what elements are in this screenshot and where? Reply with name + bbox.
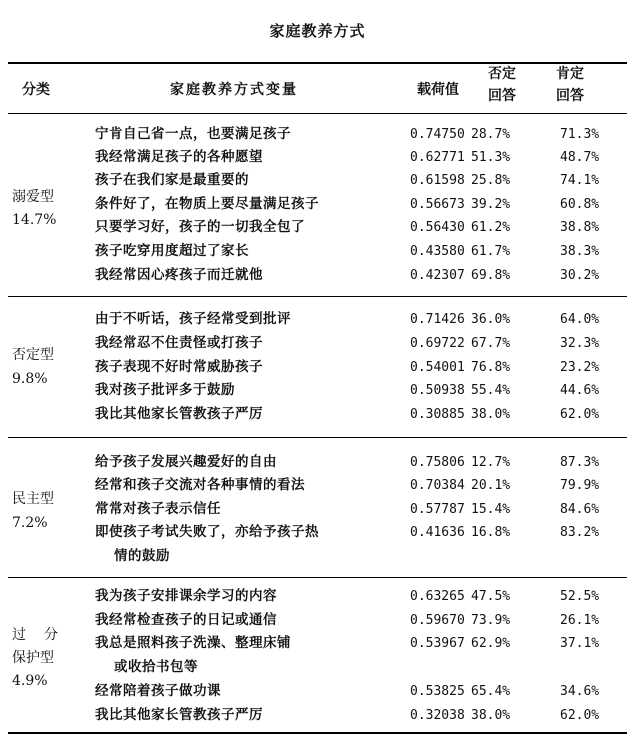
table-row-item-continued: 或收拾书包等 <box>114 659 198 675</box>
table-row-negative: 61.2% <box>471 220 511 235</box>
group-percent: 14.7% <box>12 212 57 228</box>
group-name-line2: 保护型 <box>12 650 54 666</box>
table-row-negative: 25.8% <box>471 173 511 188</box>
table-row-loading: 0.54001 <box>410 360 465 375</box>
table-row-loading: 0.75806 <box>410 455 465 470</box>
table-row-negative: 39.2% <box>471 197 511 212</box>
table-row-negative: 62.9% <box>471 636 511 651</box>
group-percent: 7.2% <box>12 515 48 531</box>
table-row-negative: 36.0% <box>471 312 511 327</box>
table-row-loading: 0.43580 <box>410 244 465 259</box>
top-rule <box>8 62 627 64</box>
table-row-positive: 38.8% <box>560 220 600 235</box>
table-row-loading: 0.70384 <box>410 478 465 493</box>
table-row-positive: 64.0% <box>560 312 600 327</box>
table-row-item: 我比其他家长管教孩子严厉 <box>95 707 263 723</box>
table-row-positive: 74.1% <box>560 173 600 188</box>
table-row-loading: 0.63265 <box>410 589 465 604</box>
table-row-item-continued: 情的鼓励 <box>114 548 170 564</box>
table-row-item: 我总是照料孩子洗澡、整理床铺 <box>95 635 291 651</box>
group-name-line1: 过 分 <box>12 627 60 643</box>
group-percent: 4.9% <box>12 673 48 689</box>
table-row-loading: 0.74750 <box>410 127 465 142</box>
table-row-positive: 62.0% <box>560 407 600 422</box>
table-row-item: 我经常满足孩子的各种愿望 <box>95 149 263 165</box>
table-row-item: 即使孩子考试失败了，亦给予孩子热 <box>95 524 319 540</box>
group-divider <box>8 437 627 438</box>
table-row-item: 经常和孩子交流对各种事情的看法 <box>95 477 305 493</box>
table-row-loading: 0.62771 <box>410 150 465 165</box>
table-row-positive: 26.1% <box>560 613 600 628</box>
table-row-negative: 51.3% <box>471 150 511 165</box>
table-row-positive: 52.5% <box>560 589 600 604</box>
header-loading: 载荷值 <box>417 82 459 98</box>
table-row-item: 我经常检查孩子的日记或通信 <box>95 612 277 628</box>
table-row-positive: 38.3% <box>560 244 600 259</box>
table-row-item: 由于不听话，孩子经常受到批评 <box>95 311 291 327</box>
group-name: 溺爱型 <box>12 189 54 205</box>
group-divider <box>8 577 627 578</box>
table-row-positive: 37.1% <box>560 636 600 651</box>
table-row-item: 我为孩子安排课余学习的内容 <box>95 588 277 604</box>
table-row-item: 给予孩子发展兴趣爱好的自由 <box>95 454 277 470</box>
table-row-loading: 0.56673 <box>410 197 465 212</box>
table-row-item: 孩子吃穿用度超过了家长 <box>95 243 249 259</box>
table-row-item: 我比其他家长管教孩子严厉 <box>95 406 263 422</box>
table-title: 家庭教养方式 <box>269 22 366 40</box>
group-percent: 9.8% <box>12 371 48 387</box>
table-row-negative: 20.1% <box>471 478 511 493</box>
table-row-item: 孩子在我们家是最重要的 <box>95 172 249 188</box>
header-variable: 家庭教养方式变量 <box>170 82 298 98</box>
table-row-loading: 0.30885 <box>410 407 465 422</box>
table-row-loading: 0.56430 <box>410 220 465 235</box>
table-row-negative: 67.7% <box>471 336 511 351</box>
table-row-positive: 30.2% <box>560 268 600 283</box>
bottom-rule <box>8 732 627 734</box>
table-row-item: 我经常因心疼孩子而迁就他 <box>95 267 263 283</box>
table-row-loading: 0.59670 <box>410 613 465 628</box>
table-row-negative: 38.0% <box>471 708 511 723</box>
table-row-loading: 0.57787 <box>410 502 465 517</box>
table-row-positive: 34.6% <box>560 684 600 699</box>
table-row-loading: 0.69722 <box>410 336 465 351</box>
group-name: 民主型 <box>12 491 54 507</box>
header-positive-line2: 回答 <box>556 88 584 104</box>
header-positive-line1: 肯定 <box>556 66 584 82</box>
table-row-positive: 87.3% <box>560 455 600 470</box>
table-row-item: 只要学习好，孩子的一切我全包了 <box>95 219 305 235</box>
table-row-loading: 0.71426 <box>410 312 465 327</box>
table-row-negative: 61.7% <box>471 244 511 259</box>
table-row-positive: 23.2% <box>560 360 600 375</box>
table-row-positive: 48.7% <box>560 150 600 165</box>
table-row-item: 常常对孩子表示信任 <box>95 501 221 517</box>
table-row-negative: 76.8% <box>471 360 511 375</box>
table-row-positive: 71.3% <box>560 127 600 142</box>
header-negative-line1: 否定 <box>488 66 516 82</box>
table-row-positive: 79.9% <box>560 478 600 493</box>
table-row-loading: 0.53967 <box>410 636 465 651</box>
group-divider <box>8 296 627 297</box>
table-row-loading: 0.53825 <box>410 684 465 699</box>
table-row-negative: 55.4% <box>471 383 511 398</box>
table-row-item: 我经常忍不住责怪或打孩子 <box>95 335 263 351</box>
table-row-negative: 28.7% <box>471 127 511 142</box>
table-row-negative: 69.8% <box>471 268 511 283</box>
table-row-item: 孩子表现不好时常威胁孩子 <box>95 359 263 375</box>
table-row-positive: 32.3% <box>560 336 600 351</box>
header-rule <box>8 113 627 114</box>
header-category: 分类 <box>22 82 50 98</box>
group-name: 否定型 <box>12 347 54 363</box>
table-row-negative: 15.4% <box>471 502 511 517</box>
table-row-positive: 62.0% <box>560 708 600 723</box>
table-row-negative: 47.5% <box>471 589 511 604</box>
header-negative-line2: 回答 <box>488 88 516 104</box>
table-row-item: 我对孩子批评多于鼓励 <box>95 382 235 398</box>
table-row-loading: 0.61598 <box>410 173 465 188</box>
table-row-positive: 44.6% <box>560 383 600 398</box>
table-row-negative: 73.9% <box>471 613 511 628</box>
table-row-negative: 12.7% <box>471 455 511 470</box>
table-row-positive: 83.2% <box>560 525 600 540</box>
table-row-item: 条件好了，在物质上要尽量满足孩子 <box>95 196 319 212</box>
table-row-loading: 0.32038 <box>410 708 465 723</box>
table-row-negative: 38.0% <box>471 407 511 422</box>
table-row-item: 宁肯自己省一点，也要满足孩子 <box>95 126 291 142</box>
table-row-loading: 0.42307 <box>410 268 465 283</box>
table-row-positive: 84.6% <box>560 502 600 517</box>
table-row-loading: 0.50938 <box>410 383 465 398</box>
table-row-negative: 65.4% <box>471 684 511 699</box>
table-row-item: 经常陪着孩子做功课 <box>95 683 221 699</box>
table-row-positive: 60.8% <box>560 197 600 212</box>
table-row-negative: 16.8% <box>471 525 511 540</box>
table-row-loading: 0.41636 <box>410 525 465 540</box>
